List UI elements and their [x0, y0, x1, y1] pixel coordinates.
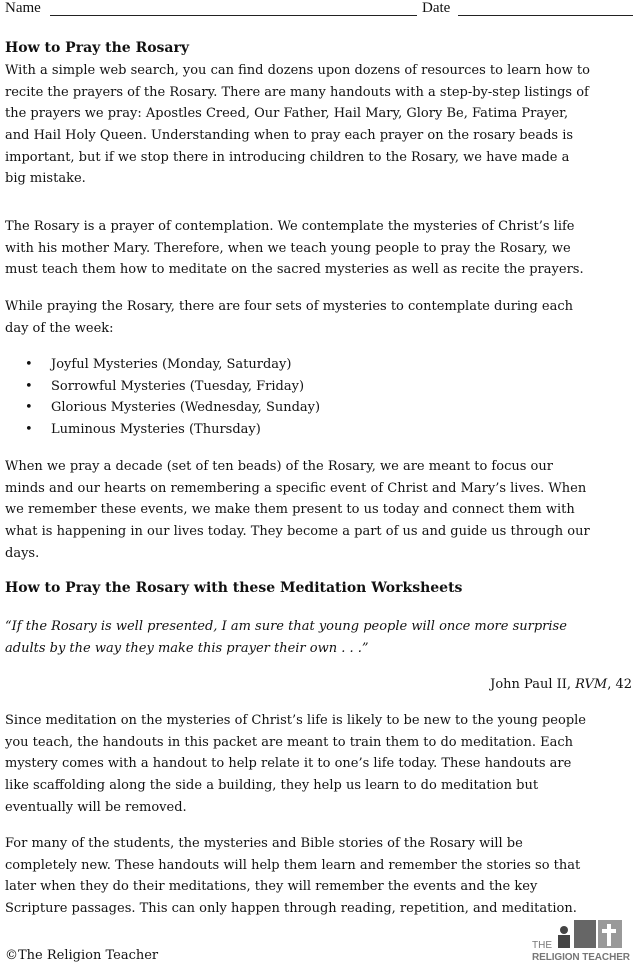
text-line: big mistake. — [5, 171, 86, 187]
text-line: The Rosary is a prayer of contemplation. We contemplate the mysteries of Christ’s life — [5, 219, 575, 234]
text-line: “If the Rosary is well presented, I am sure that young people will once more surprise — [5, 619, 567, 634]
text-line: you teach, the handouts in this packet are meant to train them to do meditation. Each — [5, 734, 573, 750]
date-field[interactable] — [458, 15, 633, 16]
text-line: adults by the way they make this prayer their own . . .” — [5, 640, 369, 656]
text-line: While praying the Rosary, there are four sets of mysteries to contemplate during each — [5, 299, 573, 314]
text-line: mystery comes with a handout to help relate it to one’s life today. These handouts are — [5, 756, 572, 772]
list-item: • Luminous Mysteries (Thursday) — [25, 419, 636, 441]
text-line: the prayers we pray: Apostles Creed, Our Father, Hail Mary, Glory Be, Fatima Prayer, — [5, 106, 569, 122]
text-line: When we pray a decade (set of ten beads) of the Rosary, we are meant to focus our — [5, 459, 553, 474]
svg-text:RELIGION TEACHER: RELIGION TEACHER — [532, 952, 630, 963]
text-line: For many of the students, the mysteries and Bible stories of the Rosary will be — [5, 836, 523, 851]
text-line: eventually will be removed. — [5, 799, 187, 815]
list-item: • Joyful Mysteries (Monday, Saturday) — [25, 354, 636, 376]
date-label: Date — [422, 0, 451, 16]
text-line: Since meditation on the mysteries of Christ’s life is likely to be new to the young people — [5, 713, 586, 728]
paragraph-decade — [5, 456, 636, 564]
attribution-work: RVM — [575, 677, 608, 692]
text-line: later when they do their meditations, they will remember the events and the key — [5, 879, 538, 895]
quote — [5, 616, 636, 659]
footer-copyright: ©The Religion Teacher — [5, 948, 159, 963]
list-item: • Sorrowful Mysteries (Tuesday, Friday) — [25, 376, 636, 398]
paragraph-students — [5, 833, 636, 920]
svg-text:THE: THE — [532, 940, 552, 951]
text-line: day of the week: — [5, 320, 114, 336]
religion-teacher-logo — [532, 918, 632, 964]
text-line: must teach them how to meditate on the sacred mysteries as well as recite the prayers. — [5, 262, 584, 278]
text-line: with his mother Mary. Therefore, when we teach young people to pray the Rosary, we — [5, 240, 571, 256]
name-label: Name — [5, 0, 41, 16]
text-line: what is happening in our lives today. They become a part of us and guide us through our — [5, 524, 590, 540]
text-line: minds and our hearts on remembering a specific event of Christ and Mary’s lives. When — [5, 480, 587, 496]
text-line: like scaffolding along the side a building, they help us learn to do meditation but — [5, 778, 539, 794]
page-title: How to Pray the Rosary — [5, 40, 190, 56]
paragraph-meditation — [5, 710, 636, 818]
paragraph-contemplation — [5, 216, 636, 281]
name-field[interactable] — [50, 15, 417, 16]
text-line: important, but if we stop there in introducing children to the Rosary, we have made a — [5, 149, 570, 165]
list-item: • Glorious Mysteries (Wednesday, Sunday) — [25, 397, 636, 419]
text-line: and Hail Holy Queen. Understanding when to pray each prayer on the rosary beads is — [5, 128, 574, 144]
text-line: recite the prayers of the Rosary. There are many handouts with a step-by-step listings of — [5, 84, 589, 100]
mysteries-list — [5, 354, 636, 441]
quote-attribution — [5, 674, 632, 696]
text-line: Scripture passages. This can only happen through reading, repetition, and meditation. — [5, 901, 577, 917]
text-line: With a simple web search, you can find dozens upon dozens of resources to learn how to — [5, 63, 590, 78]
paragraph-intro — [5, 60, 636, 190]
section-heading: How to Pray the Rosary with these Meditation Worksheets — [5, 580, 463, 596]
attribution-number: , 42 — [607, 677, 632, 692]
name-date-header — [5, 0, 635, 20]
paragraph-mysteries — [5, 296, 636, 339]
text-line: we remember these events, we make them present to us today and connect them with — [5, 502, 575, 518]
attribution-author: John Paul II, — [490, 677, 576, 692]
text-line: completely new. These handouts will help them learn and remember the stories so that — [5, 857, 581, 873]
text-line: days. — [5, 545, 40, 561]
